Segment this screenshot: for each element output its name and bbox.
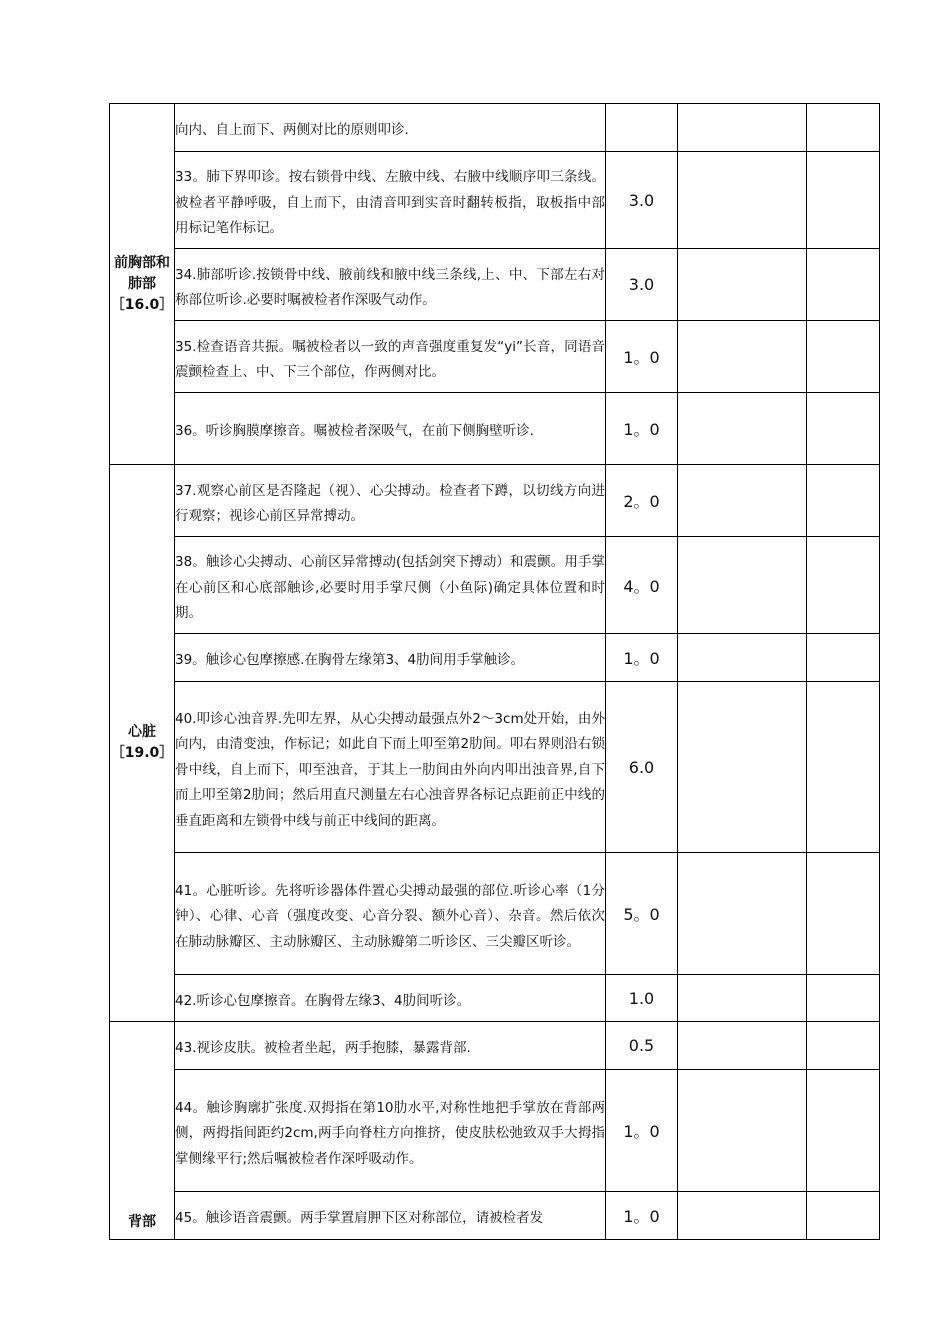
- item-score: 4。0: [606, 537, 678, 634]
- item-score: [606, 104, 678, 152]
- item-score: 0.5: [606, 1022, 678, 1070]
- blank-cell: [678, 465, 807, 537]
- blank-cell: [678, 634, 807, 682]
- blank-cell: [678, 1070, 807, 1192]
- table-row: [110, 465, 880, 537]
- item-score: 1。0: [606, 1070, 678, 1192]
- table-row: [110, 249, 880, 321]
- blank-cell: [807, 104, 880, 152]
- item-text: 41。心脏听诊。先将听诊器体件置心尖搏动最强的部位.听诊心率（1分钟）、心律、心音（强度改变、心音分裂、额外心音）、杂音。然后依次在肺动脉瓣区、主动脉瓣区、主动脉瓣第二听诊区、三尖瓣区听诊。: [175, 853, 606, 975]
- table-row: [110, 1070, 880, 1192]
- item-score: 1。0: [606, 321, 678, 393]
- item-text: 34.肺部听诊.按锁骨中线、腋前线和腋中线三条线,上、中、下部左右对称部位听诊.必要时嘱被检者作深吸气动作。: [175, 249, 606, 321]
- blank-cell: [678, 975, 807, 1022]
- table-row: [110, 1022, 880, 1070]
- blank-cell: [678, 393, 807, 465]
- item-text: 44。触诊胸廓扩张度.双拇指在第10肋水平,对称性地把手掌放在背部两侧，两拇指间距约2cm,两手向脊柱方向推挤，使皮肤松弛致双手大拇指掌侧缘平行;然后嘱被检者作深呼吸动作。: [175, 1070, 606, 1192]
- item-text: 37.观察心前区是否隆起（视）、心尖搏动。检查者下蹲，以切线方向进行观察；视诊心前区异常搏动。: [175, 465, 606, 537]
- item-score: 1.0: [606, 975, 678, 1022]
- blank-cell: [807, 853, 880, 975]
- blank-cell: [678, 682, 807, 853]
- blank-cell: [807, 682, 880, 853]
- section-label-back: [110, 1022, 175, 1240]
- table-row: [110, 393, 880, 465]
- blank-cell: [807, 249, 880, 321]
- blank-cell: [678, 537, 807, 634]
- item-score: 3.0: [606, 249, 678, 321]
- blank-cell: [678, 1022, 807, 1070]
- section-label-text: 前胸部和肺部［16.0］: [110, 254, 174, 313]
- scoring-table: [109, 103, 880, 1240]
- table-row: [110, 1192, 880, 1240]
- table-row: [110, 634, 880, 682]
- item-text: 向内、自上而下、两侧对比的原则叩诊.: [175, 104, 606, 152]
- item-text: 35.检查语音共振。嘱被检者以一致的声音强度重复发“yi”长音，同语音震颤检查上、中、下三个部位，作两侧对比。: [175, 321, 606, 393]
- section-label-heart: [110, 465, 175, 1022]
- item-score: 3.0: [606, 152, 678, 249]
- table-row: [110, 152, 880, 249]
- table-row: [110, 537, 880, 634]
- section-label-text: 背部: [128, 1214, 156, 1230]
- section-label-text: 心脏［19.0］: [110, 724, 174, 761]
- item-score: 5。0: [606, 853, 678, 975]
- item-score: 1。0: [606, 634, 678, 682]
- table-row: [110, 321, 880, 393]
- item-score: 1。0: [606, 393, 678, 465]
- blank-cell: [678, 249, 807, 321]
- blank-cell: [807, 1070, 880, 1192]
- blank-cell: [807, 152, 880, 249]
- blank-cell: [807, 465, 880, 537]
- blank-cell: [807, 537, 880, 634]
- item-text: 36。听诊胸膜摩擦音。嘱被检者深吸气，在前下侧胸壁听诊.: [175, 393, 606, 465]
- table-row: [110, 682, 880, 853]
- item-score: 1。0: [606, 1192, 678, 1240]
- blank-cell: [807, 321, 880, 393]
- blank-cell: [678, 321, 807, 393]
- item-text: 39。触诊心包摩擦感.在胸骨左缘第3、4肋间用手掌触诊。: [175, 634, 606, 682]
- section-label-chest-lung: [110, 104, 175, 465]
- item-score: 2。0: [606, 465, 678, 537]
- item-text: 33。肺下界叩诊。按右锁骨中线、左腋中线、右腋中线顺序叩三条线。被检者平静呼吸，自上而下，由清音叩到实音时翻转板指，取板指中部用标记笔作标记。: [175, 152, 606, 249]
- item-text: 43.视诊皮肤。被检者坐起，两手抱膝，暴露背部.: [175, 1022, 606, 1070]
- item-score: 6.0: [606, 682, 678, 853]
- blank-cell: [807, 975, 880, 1022]
- item-text: 40.叩诊心浊音界.先叩左界，从心尖搏动最强点外2～3cm处开始，由外向内，由清变浊，作标记；如此自下而上叩至第2肋间。叩右界则沿右锁骨中线，自上而下，叩至浊音，于其上一肋间由外向内叩出浊音界,自下而上叩至第2肋间；然后用直尺测量左右心浊音界各标记点距前正中线的垂直距离和左锁骨中线与前正中线间的距离。: [175, 682, 606, 853]
- blank-cell: [807, 393, 880, 465]
- item-text: 38。触诊心尖搏动、心前区异常搏动(包括剑突下搏动）和震颤。用手掌在心前区和心底部触诊,必要时用手掌尺侧（小鱼际)确定具体位置和时期。: [175, 537, 606, 634]
- blank-cell: [678, 853, 807, 975]
- item-text: 45。触诊语音震颤。两手掌置肩胛下区对称部位，请被检者发: [175, 1192, 606, 1240]
- table-row: [110, 104, 880, 152]
- blank-cell: [807, 634, 880, 682]
- table-row: [110, 975, 880, 1022]
- blank-cell: [678, 104, 807, 152]
- blank-cell: [678, 152, 807, 249]
- blank-cell: [807, 1192, 880, 1240]
- item-text: 42.听诊心包摩擦音。在胸骨左缘3、4肋间听诊。: [175, 975, 606, 1022]
- blank-cell: [807, 1022, 880, 1070]
- table-row: [110, 853, 880, 975]
- blank-cell: [678, 1192, 807, 1240]
